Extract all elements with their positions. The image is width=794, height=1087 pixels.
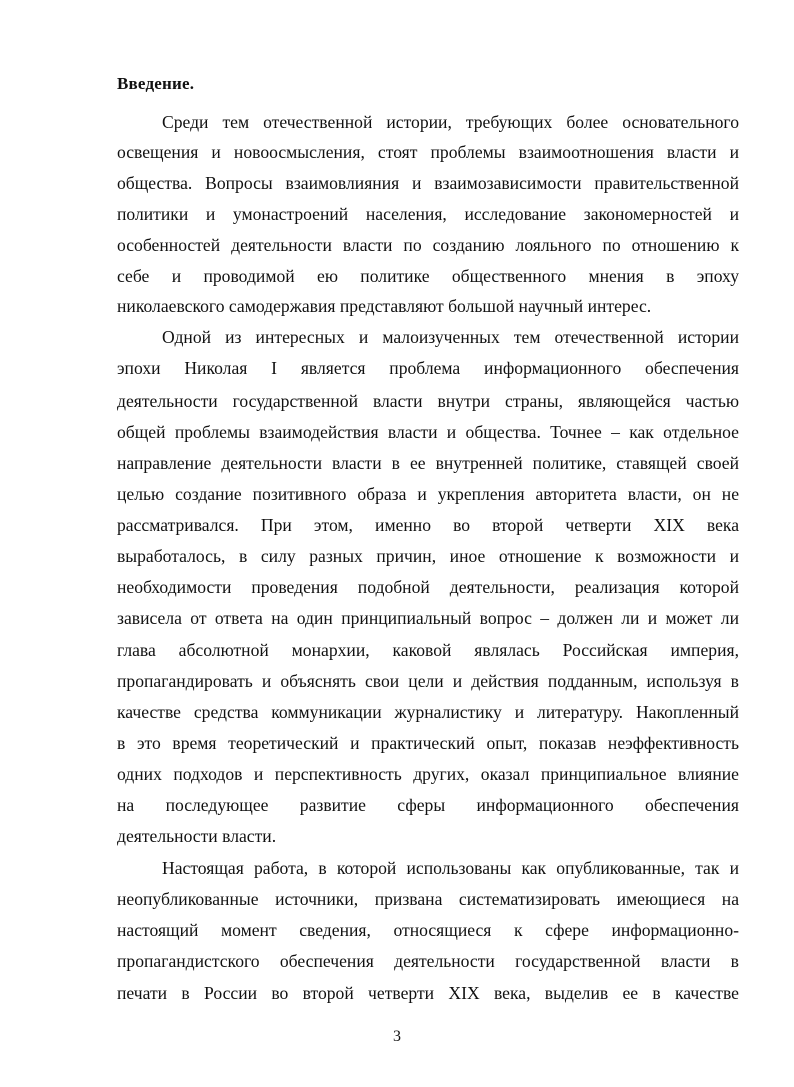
paragraph-3-line-2: неопубликованные источники, призвана систематизировать имеющиеся на [117, 889, 739, 909]
paragraph-2-line-15: одних подходов и перспективность других, оказал принципиальное влияние [117, 764, 739, 784]
paragraph-3-line-4: пропагандистского обеспечения деятельности государственной власти в [117, 951, 739, 971]
paragraph-2-line-12: пропагандировать и объяснять свои цели и действия подданным, используя в [117, 671, 739, 691]
paragraph-2-line-16: на последующее развитие сферы информационного обеспечения [117, 795, 739, 815]
paragraph-1-line-5: особенностей деятельности власти по созданию лояльного по отношению к [117, 235, 739, 255]
paragraph-2-line-1: Одной из интересных и малоизученных тем отечественной истории [162, 327, 739, 347]
paragraph-2-line-3: деятельности государственной власти внутри страны, являющейся частью [117, 391, 739, 411]
paragraph-2-line-9: необходимости проведения подобной деятельности, реализация которой [117, 577, 739, 597]
paragraph-2-line-14: в это время теоретический и практический опыт, показав неэффективность [117, 733, 739, 753]
section-heading: Введение. [117, 74, 195, 93]
paragraph-2-line-6: целью создание позитивного образа и укрепления авторитета власти, он не [117, 484, 739, 504]
paragraph-3-line-1: Настоящая работа, в которой использованы как опубликованные, так и [162, 858, 739, 878]
paragraph-1-line-2: освещения и новоосмысления, стоят проблемы взаимоотношения власти и [117, 142, 739, 162]
paragraph-2-line-11: глава абсолютной монархии, каковой являлась Российская империя, [117, 640, 739, 660]
page-number: 3 [393, 1028, 401, 1045]
paragraph-2-line-4: общей проблемы взаимодействия власти и общества. Точнее – как отдельное [117, 422, 739, 442]
paragraph-1-line-6: себе и проводимой ею политике общественного мнения в эпоху [117, 266, 739, 286]
paragraph-1-line-1: Среди тем отечественной истории, требующих более основательного [162, 112, 739, 132]
paragraph-2-line-7: рассматривался. При этом, именно во второй четверти XIX века [117, 515, 739, 535]
paragraph-3-line-5: печати в России во второй четверти XIX века, выделив ее в качестве [117, 983, 739, 1003]
paragraph-1-line-3: общества. Вопросы взаимовлияния и взаимозависимости правительственной [117, 173, 739, 193]
paragraph-2-line-13: качестве средства коммуникации журналистику и литературу. Накопленный [117, 702, 739, 722]
paragraph-1-line-7: николаевского самодержавия представляют большой научный интерес. [117, 296, 652, 316]
paragraph-3-line-3: настоящий момент сведения, относящиеся к сфере информационно- [117, 920, 739, 940]
paragraph-2-line-17: деятельности власти. [117, 826, 277, 846]
paragraph-2-line-8: выработалось, в силу разных причин, иное отношение к возможности и [117, 546, 739, 566]
paragraph-2-line-2: эпохи Николая I является проблема информационного обеспечения [117, 358, 739, 378]
paragraph-1-line-4: политики и умонастроений населения, исследование закономерностей и [117, 204, 739, 224]
paragraph-2-line-5: направление деятельности власти в ее внутренней политике, ставящей своей [117, 453, 739, 473]
paragraph-2-line-10: зависела от ответа на один принципиальный вопрос – должен ли и может ли [117, 608, 739, 628]
